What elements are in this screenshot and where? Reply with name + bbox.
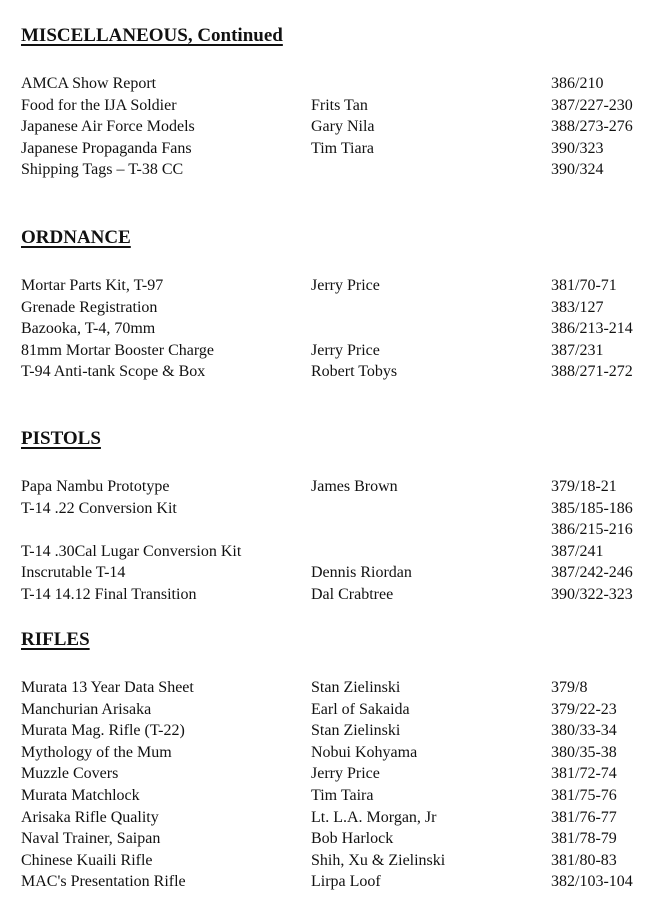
entry-author: Robert Tobys <box>311 363 398 380</box>
index-entry <box>0 541 658 563</box>
index-entry <box>0 807 658 829</box>
entry-reference: 385/185-186 <box>551 500 633 517</box>
entry-title: T-94 Anti-tank Scope & Box <box>21 363 206 380</box>
entry-author: Dal Crabtree <box>311 586 394 603</box>
entry-author: Jerry Price <box>311 342 380 359</box>
entry-reference: 380/35-38 <box>551 744 617 761</box>
index-entry <box>0 828 658 850</box>
entry-title: Naval Trainer, Saipan <box>21 830 161 847</box>
entry-title: T-14 .22 Conversion Kit <box>21 500 177 517</box>
index-entry <box>0 275 658 297</box>
entry-title: 81mm Mortar Booster Charge <box>21 342 215 359</box>
section-heading: PISTOLS <box>21 428 101 449</box>
entry-author: Lirpa Loof <box>311 873 381 890</box>
entry-reference: 379/22-23 <box>551 701 617 718</box>
entry-reference: 381/80-83 <box>551 852 617 869</box>
index-entry <box>0 159 658 181</box>
entry-author: Frits Tan <box>311 97 368 114</box>
entry-author: Tim Tiara <box>311 140 374 157</box>
entry-reference: 379/18-21 <box>551 478 617 495</box>
entry-title: Japanese Air Force Models <box>21 118 195 135</box>
index-entry <box>0 498 658 520</box>
index-entry <box>0 95 658 117</box>
entry-reference: 381/78-79 <box>551 830 617 847</box>
entry-author: Stan Zielinski <box>311 679 401 696</box>
entry-reference: 382/103-104 <box>551 873 633 890</box>
entry-title: Mortar Parts Kit, T-97 <box>21 277 164 294</box>
entry-author: Shih, Xu & Zielinski <box>311 852 446 869</box>
entry-title: Bazooka, T-4, 70mm <box>21 320 156 337</box>
entry-reference: 390/322-323 <box>551 586 633 603</box>
entry-reference: 381/76-77 <box>551 809 617 826</box>
index-entry <box>0 562 658 584</box>
index-entry <box>0 116 658 138</box>
entry-title: Papa Nambu Prototype <box>21 478 170 495</box>
entry-reference: 388/273-276 <box>551 118 633 135</box>
entry-reference: 383/127 <box>551 299 604 316</box>
entry-title: Manchurian Arisaka <box>21 701 152 718</box>
entry-author: Stan Zielinski <box>311 722 401 739</box>
section-heading: MISCELLANEOUS, Continued <box>21 25 283 46</box>
entry-reference: 381/75-76 <box>551 787 617 804</box>
entry-reference: 380/33-34 <box>551 722 617 739</box>
index-entry <box>0 850 658 872</box>
entry-title: T-14 .30Cal Lugar Conversion Kit <box>21 543 242 560</box>
section-heading: RIFLES <box>21 629 90 650</box>
index-entry <box>0 340 658 362</box>
entry-title: Shipping Tags – T-38 CC <box>21 161 184 178</box>
entry-reference: 388/271-272 <box>551 363 633 380</box>
entry-reference: 386/215-216 <box>551 521 633 538</box>
entry-reference: 390/323 <box>551 140 604 157</box>
entry-author: Bob Harlock <box>311 830 394 847</box>
entry-reference: 386/210 <box>551 75 604 92</box>
entry-title: Murata Mag. Rifle (T-22) <box>21 722 185 739</box>
entry-title: Inscrutable T-14 <box>21 564 126 581</box>
entry-reference: 390/324 <box>551 161 604 178</box>
entry-title: Japanese Propaganda Fans <box>21 140 192 157</box>
index-entry <box>0 677 658 699</box>
entry-title: MAC's Presentation Rifle <box>21 873 186 890</box>
entry-author: Lt. L.A. Morgan, Jr <box>311 809 437 826</box>
entry-title: Arisaka Rifle Quality <box>21 809 159 826</box>
entry-title: Murata Matchlock <box>21 787 140 804</box>
entry-title: Muzzle Covers <box>21 765 119 782</box>
index-entry <box>0 476 658 498</box>
index-entry <box>0 138 658 160</box>
entry-author: Dennis Riordan <box>311 564 412 581</box>
entry-title: AMCA Show Report <box>21 75 157 92</box>
entry-author: Jerry Price <box>311 765 380 782</box>
entry-author: Earl of Sakaida <box>311 701 410 718</box>
index-entry <box>0 318 658 340</box>
section-heading: ORDNANCE <box>21 227 131 248</box>
entry-reference: 387/231 <box>551 342 604 359</box>
entry-author: Jerry Price <box>311 277 380 294</box>
entry-reference: 387/241 <box>551 543 604 560</box>
index-entry <box>0 73 658 95</box>
entry-title: Mythology of the Mum <box>21 744 172 761</box>
entry-author: James Brown <box>311 478 398 495</box>
entry-author: Tim Taira <box>311 787 374 804</box>
entry-title: T-14 14.12 Final Transition <box>21 586 197 603</box>
entry-reference: 381/72-74 <box>551 765 617 782</box>
entry-title: Chinese Kuaili Rifle <box>21 852 153 869</box>
entry-title: Grenade Registration <box>21 299 158 316</box>
index-entry <box>0 763 658 785</box>
index-entry <box>0 584 658 606</box>
index-entry <box>0 297 658 319</box>
entry-reference: 387/242-246 <box>551 564 633 581</box>
index-entry <box>0 742 658 764</box>
entry-reference: 387/227-230 <box>551 97 633 114</box>
entry-author: Nobui Kohyama <box>311 744 418 761</box>
index-entry <box>0 720 658 742</box>
index-entry <box>0 361 658 383</box>
entry-title: Murata 13 Year Data Sheet <box>21 679 194 696</box>
index-entry <box>0 519 658 541</box>
index-entry <box>0 871 658 893</box>
index-entry <box>0 699 658 721</box>
entry-author: Gary Nila <box>311 118 375 135</box>
entry-reference: 381/70-71 <box>551 277 617 294</box>
index-entry <box>0 785 658 807</box>
entry-title: Food for the IJA Soldier <box>21 97 177 114</box>
entry-reference: 379/8 <box>551 679 588 696</box>
entry-reference: 386/213-214 <box>551 320 633 337</box>
